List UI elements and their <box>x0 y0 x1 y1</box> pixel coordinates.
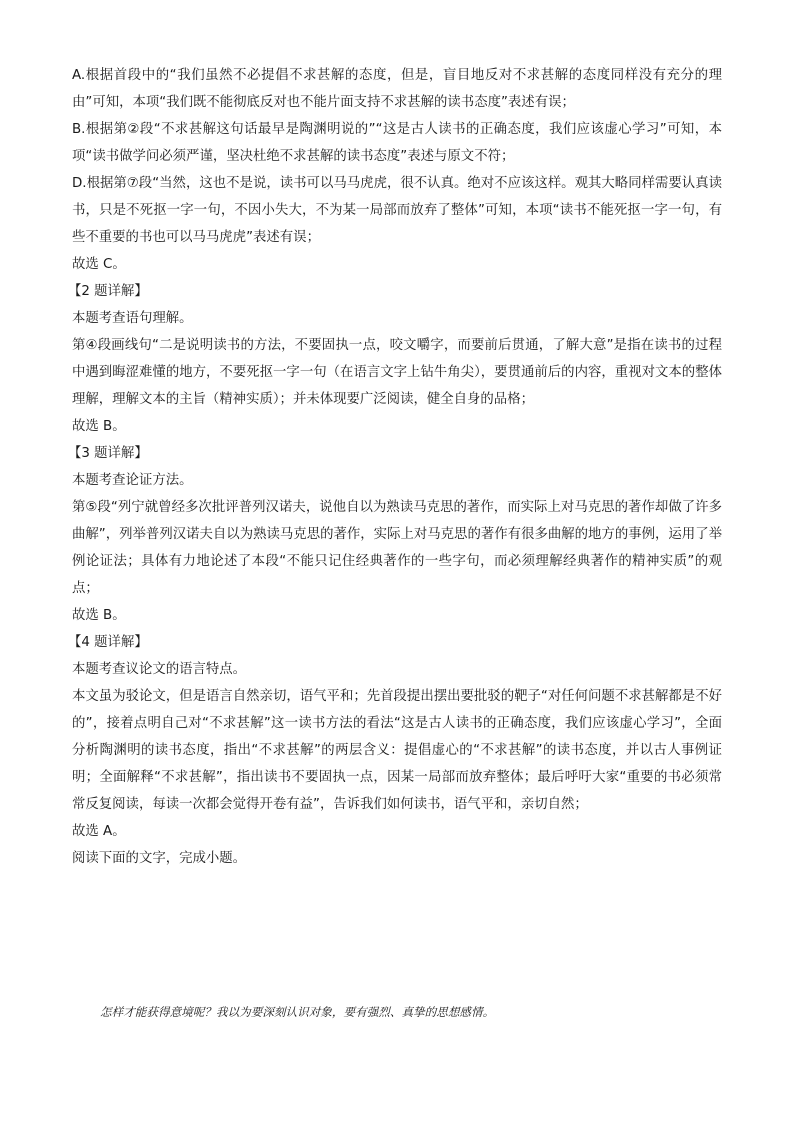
intro-question-4: 本题考查议论文的语言特点。 <box>72 662 247 677</box>
answer-question-1: 故选 C。 <box>72 257 126 272</box>
reading-instruction: 阅读下面的文字，完成小题。 <box>72 851 247 866</box>
body-question-2: 第④段画线句“二是说明读书的方法，不要固执一点，咬文嚼字，而要前后贯通，了解大意”是指在读书的过程中遇到晦涩难懂的地方，不要死抠一字一句（在语言文字上钻牛角尖），要贯通前后的内容，重视对文本的整体理解，理解文本的主旨（精神实质）；并未体现要广泛阅读，健全自身的品格； <box>72 338 722 407</box>
heading-question-2: 【2 题详解】 <box>68 284 148 299</box>
answer-analysis-text <box>68 62 722 872</box>
option-a-analysis: A.根据首段中的“我们虽然不必提倡不求甚解的态度，但是，盲目地反对不求甚解的态度同样没有充分的理由”可知，本项“我们既不能彻底反对也不能片面支持不求甚解的读书态度”表述有误； <box>72 68 722 110</box>
option-b-analysis: B.根据第②段“不求甚解这句话最早是陶渊明说的”“这是古人读书的正确态度，我们应该虚心学习”可知，本项“读书做学问必须严谨，坚决杜绝不求甚解的读书态度”表述与原文不符； <box>72 122 722 164</box>
answer-question-4: 故选 A。 <box>72 824 126 839</box>
intro-question-2: 本题考查语句理解。 <box>72 311 193 326</box>
answer-question-2: 故选 B。 <box>72 419 126 434</box>
heading-question-3: 【3 题详解】 <box>68 446 148 461</box>
body-question-3: 第⑤段“列宁就曾经多次批评普列汉诺夫，说他自以为熟读马克思的著作，而实际上对马克思的著作却做了许多曲解”，列举普列汉诺夫自以为熟读马克思的著作，实际上对马克思的著作有很多曲解的地方的事例，运用了举例论证法；具体有力地论述了本段“不能只记住经典著作的一些字句，而必须理解经典著作的精神实质”的观点； <box>72 500 722 596</box>
answer-question-3: 故选 B。 <box>72 608 126 623</box>
reading-passage-first-line: 怎样才能获得意境呢？我以为要深刻认识对象，要有强烈、真挚的思想感情。 <box>100 1005 495 1019</box>
intro-question-3: 本题考查论证方法。 <box>72 473 193 488</box>
heading-question-4: 【4 题详解】 <box>68 635 148 650</box>
body-question-4: 本文虽为驳论文，但是语言自然亲切，语气平和；先首段提出摆出要批驳的靶子“对任何问题不求甚解都是不好的”，接着点明自己对“不求甚解”这一读书方法的看法“这是古人读书的正确态度，我们应该虚心学习”，全面分析陶渊明的读书态度，指出“不求甚解”的两层含义：提倡虚心的“不求甚解”的读书态度，并以古人事例证明；全面解释“不求甚解”，指出读书不要固执一点，因某一局部而放弃整体；最后呼吁大家“重要的书必须常常反复阅读，每读一次都会觉得开卷有益”，告诉我们如何读书，语气平和，亲切自然； <box>72 689 722 812</box>
option-d-analysis: D.根据第⑦段“当然，这也不是说，读书可以马马虎虎，很不认真。绝对不应该这样。观其大略同样需要认真读书，只是不死抠一字一句，不因小失大，不为某一局部而放弃了整体”可知，本项“读书不能死抠一字一句，有些不重要的书也可以马马虎虎”表述有误； <box>72 176 722 245</box>
